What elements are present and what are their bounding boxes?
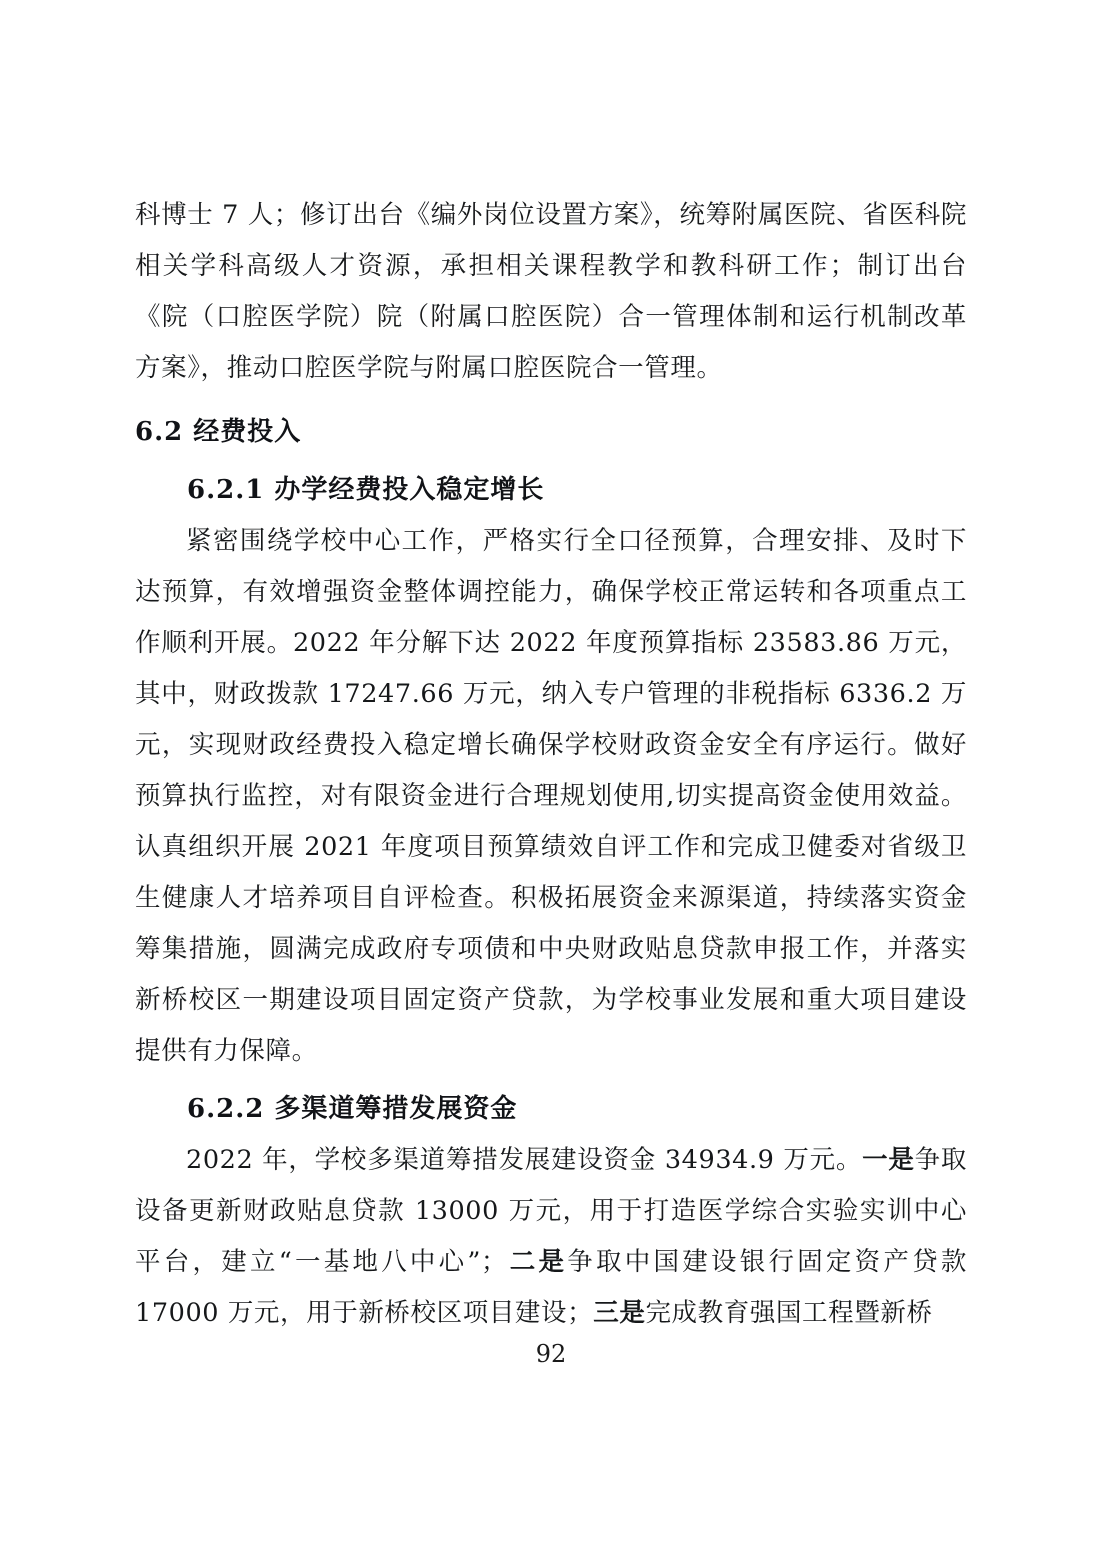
section-heading-6-2-1: 6.2.1 办学经费投入稳定增长 [187, 475, 545, 505]
section-heading-6-2-2: 6.2.2 多渠道筹措发展资金 [187, 1094, 518, 1124]
text-run: 争取设备更新财政贴息贷款 13000 万元，用于打造医学综合实验实训中心平台，建立“一基地八中心”； [135, 1145, 967, 1277]
text-run: 争取中国建设银行固定资产贷款 17000 万元，用于新桥校区项目建设； [135, 1247, 967, 1328]
text-run: 完成教育强国工程暨新桥 [645, 1298, 933, 1328]
emphasis-run: 三是 [593, 1298, 646, 1328]
paragraph-budget-growth: 紧密围绕学校中心工作，严格实行全口径预算，合理安排、及时下达预算，有效增强资金整体调控能力，确保学校正常运转和各项重点工作顺利开展。2022 年分解下达 2022 年度预算指标 23583.86 万元，其中，财政拨款 17247.66 万元，纳入专户管理的非税指标 6336.2 万元，实现财政经费投入稳定增长确保学校财政资金安全有序运行。做好预算执行监控，对有限资金进行合理规划使用,切实提高资金使用效益。认真组织开展 2021 年度项目预算绩效自评工作和完成卫健委对省级卫生健康人才培养项目自评检查。积极拓展资金来源渠道，持续落实资金筹集措施，圆满完成政府专项债和中央财政贴息贷款申报工作，并落实新桥校区一期建设项目固定资产贷款，为学校事业发展和重大项目建设提供有力保障。 [135, 526, 967, 1066]
emphasis-run: 一是 [862, 1145, 915, 1175]
emphasis-run: 二是 [507, 1247, 568, 1277]
text-run: 2022 年，学校多渠道筹措发展建设资金 34934.9 万元。 [186, 1145, 863, 1175]
paragraph-continued-personnel: 科博士 7 人；修订出台《编外岗位设置方案》，统筹附属医院、省医科院相关学科高级人才资源，承担相关课程教学和教科研工作；制订出台《院（口腔医学院）院（附属口腔医院）合一管理体制和运行机制改革方案》，推动口腔医学院与附属口腔医院合一管理。 [135, 200, 967, 383]
page-number: 92 [535, 1340, 567, 1368]
paragraph-multi-channel-funding [135, 1135, 967, 1339]
section-heading-6-2: 6.2 经费投入 [135, 417, 302, 447]
